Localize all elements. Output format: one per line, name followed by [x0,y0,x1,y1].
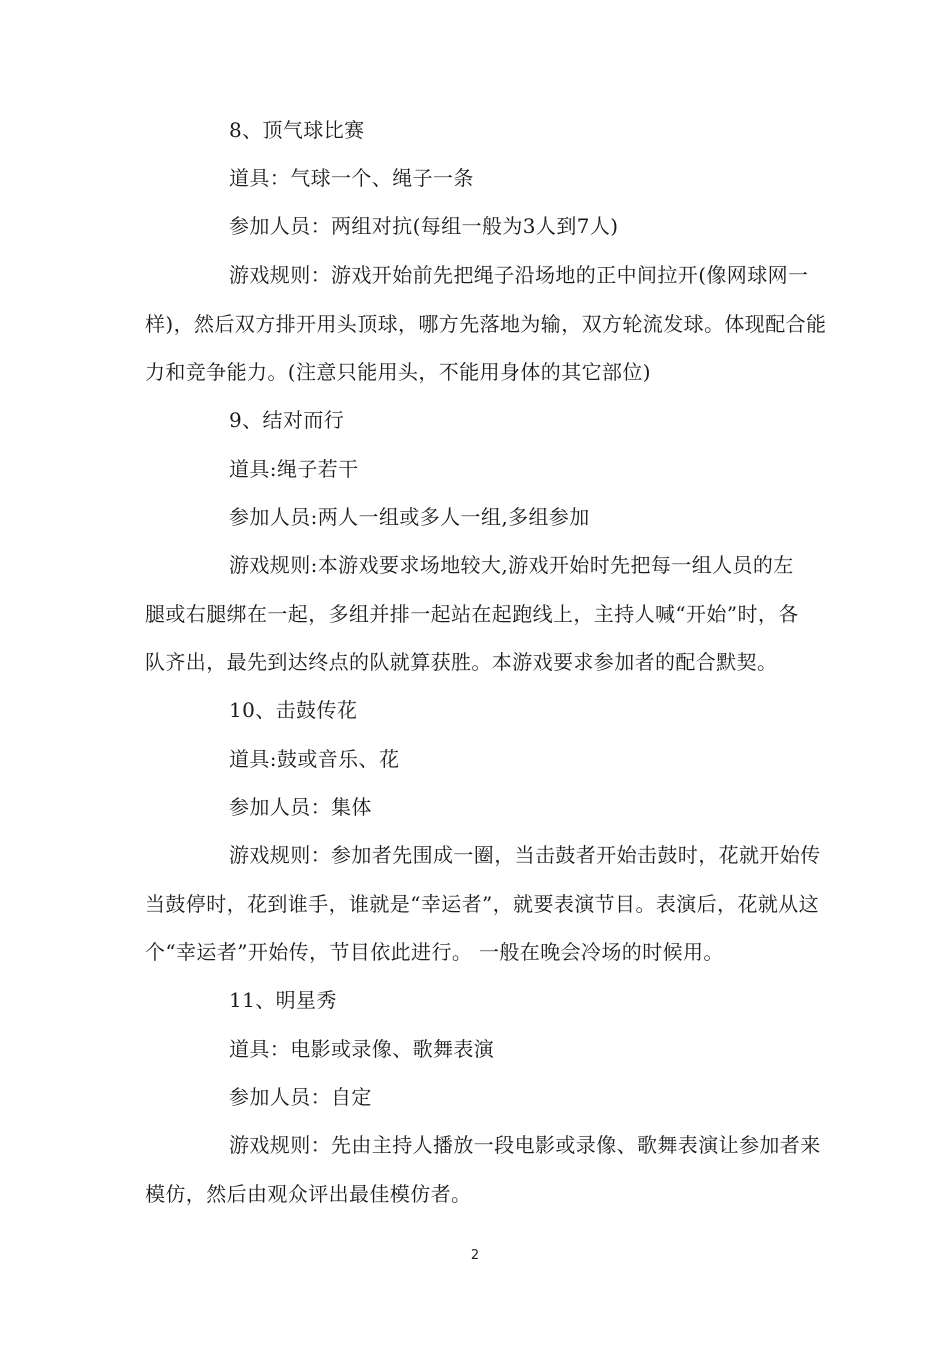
section-props: 道具：电影或录像、歌舞表演 [229,1037,495,1061]
section-rules-line: 模仿，然后由观众评出最佳模仿者。 [145,1182,472,1206]
page-number: 2 [470,1248,480,1263]
section-title: 11、明星秀 [229,988,337,1012]
section-rules-line: 游戏规则:本游戏要求场地较大,游戏开始时先把每一组人员的左 [229,553,794,577]
section-props: 道具:绳子若干 [229,457,359,481]
section-rules-line: 当鼓停时，花到谁手，谁就是“幸运者”，就要表演节目。表演后，花就从这 [145,892,820,916]
section-title: 8、顶气球比赛 [229,118,365,142]
section-rules-line: 队齐出，最先到达终点的队就算获胜。本游戏要求参加者的配合默契。 [145,650,778,674]
section-rules-line: 样)，然后双方排开用头顶球，哪方先落地为输，双方轮流发球。体现配合能 [145,312,827,336]
section-rules-line: 腿或右腿绑在一起，多组并排一起站在起跑线上，主持人喊“开始”时，各 [145,602,799,626]
section-title: 10、击鼓传花 [229,698,358,722]
section-props: 道具：气球一个、绳子一条 [229,166,474,190]
section-rules-line: 游戏规则：游戏开始前先把绳子沿场地的正中间拉开(像网球网一 [229,263,809,287]
section-participants: 参加人员：集体 [229,795,372,819]
section-participants: 参加人员：自定 [229,1085,372,1109]
section-rules-line: 力和竞争能力。(注意只能用头，不能用身体的其它部位) [145,360,652,384]
section-participants: 参加人员：两组对抗(每组一般为3人到7人) [229,214,619,238]
section-rules-line: 游戏规则：先由主持人播放一段电影或录像、歌舞表演让参加者来 [229,1133,821,1157]
section-title: 9、结对而行 [229,408,345,432]
section-rules-line: 游戏规则：参加者先围成一圈，当击鼓者开始击鼓时，花就开始传 [229,843,821,867]
section-props: 道具:鼓或音乐、花 [229,747,400,771]
section-participants: 参加人员:两人一组或多人一组,多组参加 [229,505,590,529]
section-rules-line: 个“幸运者”开始传，节目依此进行。 一般在晚会冷场的时候用。 [145,940,724,964]
